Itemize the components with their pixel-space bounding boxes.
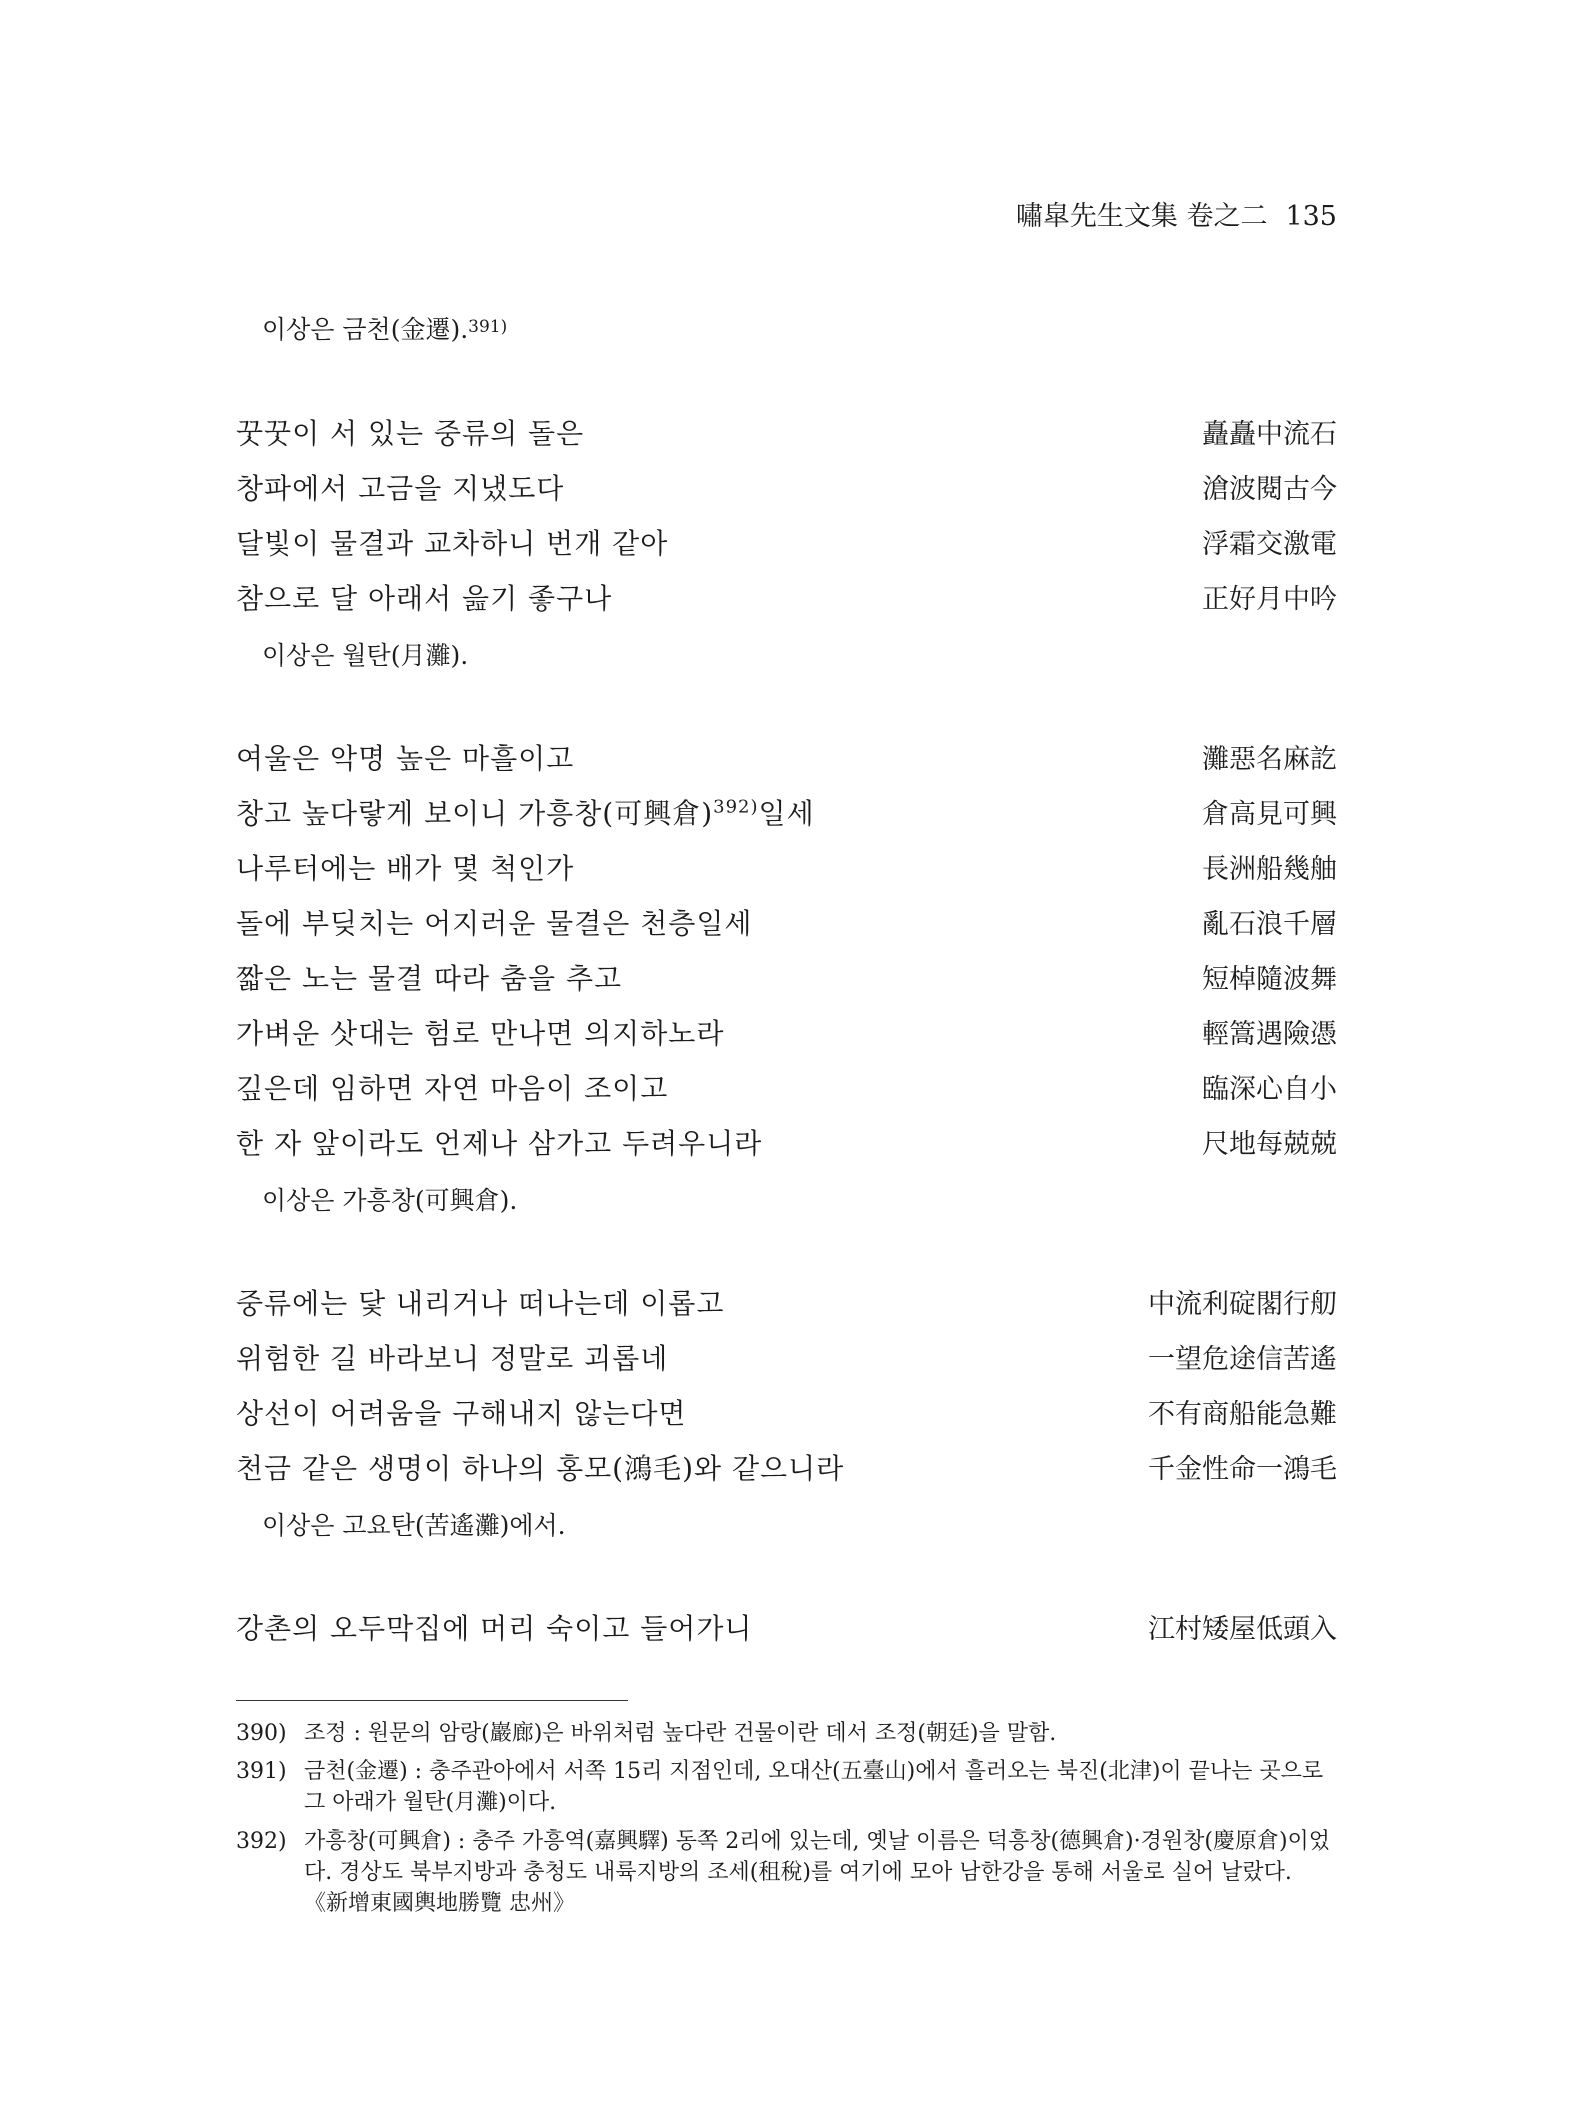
korean-verse: 여울은 악명 높은 마흘이고: [236, 742, 575, 775]
korean-verse: 깊은데 임하면 자연 마음이 조이고: [236, 1072, 669, 1105]
footnote-number: 391): [236, 1759, 287, 1784]
chinese-verse: 短棹隨波舞: [1202, 964, 1337, 995]
chinese-verse: 中流利碇閣行舠: [1148, 1289, 1337, 1320]
verse-line: [236, 1607, 1337, 1647]
book-title: 嘯皐先生文集 卷之二: [1015, 201, 1268, 232]
footnote-ref: 391): [468, 317, 508, 337]
verse-line: [236, 522, 1337, 562]
chinese-verse: 亂石浪千層: [1202, 909, 1337, 940]
verse-line: [236, 847, 1337, 887]
chinese-verse: 尺地每兢兢: [1202, 1129, 1337, 1160]
verse-line: [236, 1122, 1337, 1162]
chinese-verse: 倉高見可興: [1202, 799, 1337, 830]
verse-line: [236, 792, 1337, 832]
footnote-ref: 392): [713, 796, 759, 818]
chinese-verse: 臨深心自小: [1202, 1074, 1337, 1105]
korean-verse: 참으로 달 아래서 읊기 좋구나: [236, 582, 613, 615]
chinese-verse: 正好月中吟: [1202, 584, 1337, 615]
footnote-391: [236, 1756, 1336, 1818]
chinese-verse: 灘惡名麻訖: [1202, 744, 1337, 775]
verse-line: [236, 412, 1337, 452]
chinese-verse: 長洲船幾舳: [1202, 854, 1337, 885]
chinese-verse: 千金性命一鴻毛: [1148, 1454, 1337, 1485]
korean-verse: 천금 같은 생명이 하나의 홍모(鴻毛)와 같으니라: [236, 1452, 845, 1485]
korean-verse: 달빛이 물결과 교차하니 번개 같아: [236, 527, 669, 560]
verse-line: [236, 467, 1337, 507]
korean-verse: 강촌의 오두막집에 머리 숙이고 들어가니: [236, 1612, 753, 1645]
korean-verse: 짧은 노는 물결 따라 춤을 추고: [236, 962, 623, 995]
poem-note: 이상은 금천(金遷).$^{391)}$: [262, 315, 508, 344]
verse-line: [236, 577, 1337, 617]
footnote-divider: [236, 1700, 628, 1701]
chinese-verse: 輕篙遇險憑: [1202, 1019, 1337, 1050]
korean-verse: 가벼운 삿대는 험로 만나면 의지하노라: [236, 1017, 725, 1050]
korean-verse: 창파에서 고금을 지냈도다: [236, 472, 565, 505]
footnote-number: 392): [236, 1829, 287, 1854]
running-header: [1016, 194, 1337, 233]
footnote-text: 조정 : 원문의 암랑(巖廊)은 바위처럼 높다란 건물이란 데서 조정(朝廷)을 말함.: [304, 1721, 1057, 1746]
verse-line: [236, 1392, 1337, 1432]
verse-line: [236, 1012, 1337, 1052]
page-number: 135: [1285, 201, 1337, 232]
chinese-verse: 浮霜交激電: [1202, 529, 1337, 560]
footnote-text: 금천(金遷) : 충주관아에서 서쪽 15리 지점인데, 오대산(五臺山)에서 흘러오는 북진(北津)이 끝나는 곳으로 그 아래가 월탄(月灘)이다.: [304, 1759, 1324, 1815]
korean-verse: 돌에 부딪치는 어지러운 물결은 천층일세: [236, 907, 753, 940]
korean-verse: 상선이 어려움을 구해내지 않는다면: [236, 1397, 687, 1430]
poem-note: 이상은 가흥창(可興倉).: [262, 1186, 518, 1215]
korean-verse: 창고 높다랗게 보이니 가흥창(可興倉)$^{392)}$일세: [236, 796, 815, 830]
poem-note: 이상은 고요탄(苦遙灘)에서.: [262, 1511, 566, 1540]
verse-line: [236, 1337, 1337, 1377]
verse-line: [236, 1447, 1337, 1487]
chinese-verse: 矗矗中流石: [1202, 419, 1337, 450]
verse-line: [236, 1282, 1337, 1322]
footnote-390: [236, 1718, 1336, 1749]
footnote-text: 가흥창(可興倉) : 충주 가흥역(嘉興驛) 동쪽 2리에 있는데, 옛날 이름은 덕흥창(德興倉)·경원창(慶原倉)이었다. 경상도 북부지방과 충청도 내륙지방의 조세(租稅)를 여기에 모아 남한강을 통해 서울로 실어 날랐다. 《新增東國輿地勝覽 忠州》: [304, 1829, 1331, 1916]
verse-line: [236, 737, 1337, 777]
verse-line: [236, 1067, 1337, 1107]
verse-line: [236, 902, 1337, 942]
korean-verse: 위험한 길 바라보니 정말로 괴롭네: [236, 1342, 669, 1375]
footnote-392: [236, 1826, 1336, 1919]
korean-verse: 나루터에는 배가 몇 척인가: [236, 852, 575, 885]
chinese-verse: 一望危途信苦遙: [1148, 1344, 1337, 1375]
chinese-verse: 江村矮屋低頭入: [1148, 1614, 1337, 1645]
chinese-verse: 不有商船能急難: [1148, 1399, 1337, 1430]
poem-note: 이상은 월탄(月灘).: [262, 641, 469, 670]
footnote-number: 390): [236, 1721, 287, 1746]
chinese-verse: 滄波閱古今: [1202, 474, 1337, 505]
verse-line: [236, 957, 1337, 997]
korean-verse: 중류에는 닻 내리거나 떠나는데 이롭고: [236, 1287, 725, 1320]
korean-verse: 한 자 앞이라도 언제나 삼가고 두려우니라: [236, 1127, 763, 1160]
korean-verse: 꿋꿋이 서 있는 중류의 돌은: [236, 417, 585, 450]
